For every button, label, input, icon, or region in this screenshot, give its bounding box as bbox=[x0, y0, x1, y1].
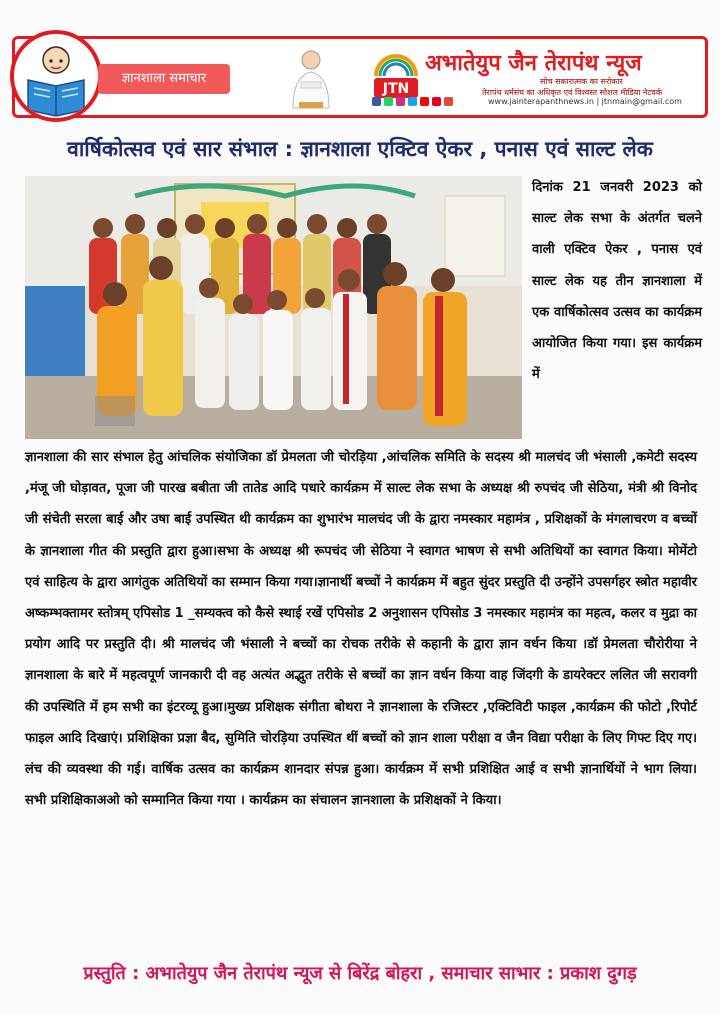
article-intro-text: दिनांक 21 जनवरी 2023 को साल्ट लेक सभा के अंतर्गत चलने वाली एक्टिव ऐकर , पनास एवं साल्ट लेक यह तीन ज्ञानशाला में एक वार्षिकोत्सव उत्सव का कार्यक्रम आयोजित किया गया। इस कार्यक्रम में bbox=[532, 180, 702, 383]
article-body-text: ज्ञानशाला की सार संभाल हेतु आंचलिक संयोजिका डॉ प्रेमलता जी चोरड़िया ,आंचलिक समिति के सदस्य श्री मालचंद जी भंसाली ,कमेटी सदस्य ,मंजू जी घोड़ावत, पूजा जी पारख बबीता जी तातेड आदि पधारे कार्यक्रम में साल्ट लेक सभा के अध्यक्ष श्री रुपचंद जी सेठिया, मंत्री श्री विनोद जी संचेती सरला बाई और उषा बाई उपस्थित थी कार्यक्रम का शुभारंभ मालचंद जी के द्वारा नमस्कार महामंत्र , प्रशिक्षकों के मंगलाचरण व बच्चों के ज्ञानशाला गीत की प्रस्तुति द्वारा हुआ।सभा के अध्यक्ष श्री रूपचंद जी सेठिया ने स्वागत भाषण से सभी अतिथियों का स्वागत किया। मोमेंटो एवं साहित्य के द्वारा आगंतुक अतिथियों का सम्मान किया गया।ज्ञानार्थी बच्चों ने कार्यक्रम में बहुत सुंदर प्रस्तुति दी उन्होंने उपसर्गहर स्त्रोत महावीर अष्कम्भक्तामर स्तोत्रम् एपिसोड 1 _सम्यक्त्व को कैसे स्थाई रखें एपिसोड 2 अनुशासन एपिसोड 3 नमस्कार महामंत्र का महत्व, कलर व मुद्रा का प्रयोग आदि पर प्रस्तुति दी। श्री मालचंद जी भंसाली ने बच्चों का रोचक तरीके से कहानी के द्वारा ज्ञान वर्धन किया ।डॉ प्रेमलता चौरोरीया ने ज्ञानशाला के बारे में महत्वपूर्ण जानकारी दी वह अत्यंत अद्भुत तरीके से बच्चों का ज्ञान वर्धन किया वाह जिंदगी के डायरेक्टर ललित जी सरावगी की उपस्थिति में हम सभी का इंटरव्यू हुआ।मुख्य प्रशिक्षक संगीता बोथरा ने ज्ञानशाला के रजिस्टर ,एक्टिविटी फाइल ,कार्यक्रम की फोटो ,रिपोर्ट फाइल आदि दिखाएं। प्रशिक्षिका प्रज्ञा बैद, सुमिति चोरड़िया उपस्थित थीं बच्चों को ज्ञान शाला परीक्षा व जैन विद्या परीक्षा के लिए गिफ्ट दिए गए। लंच की व्यवस्था की गई। वार्षिक उत्सव का कार्यक्रम शानदार संपन्न हुआ। कार्यक्रम में सभी प्रशिक्षित आई व सभी ज्ञानार्थियों ने भाग लिया। सभी प्रशिक्षिकाअओ को सम्मानित किया गया । कार्यक्रम का संचालन ज्ञानशाला के प्रशिक्षकों ने किया। bbox=[25, 450, 697, 809]
brand-tagline-1: सोच सकारात्मक का सरोकार bbox=[540, 77, 623, 86]
instagram-icon[interactable] bbox=[396, 97, 405, 106]
section-label: ज्ञानशाला समाचार bbox=[98, 64, 230, 94]
youtube-icon[interactable] bbox=[420, 97, 429, 106]
brand-name: अभातेयुप जैन तेरापंथ न्यूज bbox=[425, 51, 642, 76]
group-photo bbox=[25, 176, 522, 439]
twitter-icon[interactable] bbox=[408, 97, 417, 106]
pinterest-icon[interactable] bbox=[432, 97, 441, 106]
google-plus-icon[interactable] bbox=[444, 97, 453, 106]
article-headline: वार्षिकोत्सव एवं सार संभाल : ज्ञानशाला एक्टिव ऐकर , पनास एवं साल्ट लेक bbox=[67, 137, 653, 161]
credit-footer: प्रस्तुति : अभातेयुप जैन तेरापंथ न्यूज से बिरेंद्र बोहरा , समाचार साभार : प्रकाश दुगड़ bbox=[83, 963, 637, 984]
brand-tagline-2: तेरापंथ धर्मसंघ का अधिकृत एवं विश्वस्त सोशल मीडिया नेटवर्क bbox=[482, 88, 663, 97]
guru-portrait-icon bbox=[285, 46, 337, 110]
whatsapp-icon[interactable] bbox=[384, 97, 393, 106]
reading-child-logo-icon bbox=[10, 30, 102, 122]
social-icons bbox=[372, 97, 453, 106]
facebook-icon[interactable] bbox=[372, 97, 381, 106]
website-link[interactable]: www.jainterapanthnews.in | jtnmain@gmail.com bbox=[488, 97, 682, 106]
brand-mark-text: JTN bbox=[382, 81, 410, 97]
